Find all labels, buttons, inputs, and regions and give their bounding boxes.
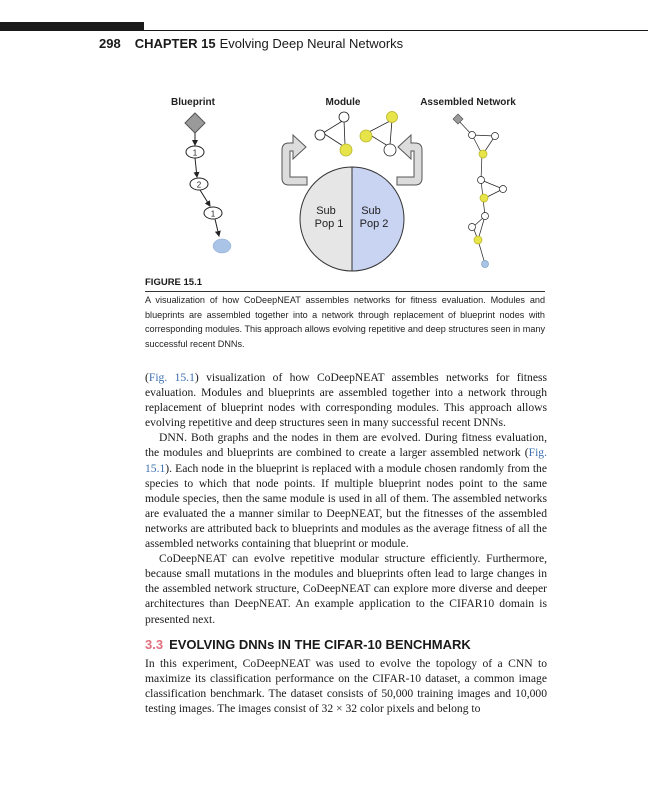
right-curved-arrow	[397, 135, 422, 185]
blueprint-node-3-label: 1	[210, 209, 216, 219]
figure-reference-link[interactable]: Fig. 15.1	[148, 371, 195, 384]
paragraph-1: (Fig. 15.1) visualization of how CoDeepNEAT assembles networks for fitness evaluation. Modules and blueprints are assembled together into a network through replacement of blueprint nodes with corresponding modules. This approach allows evolving repetitive and deep structures seen in many successful recent DNNs.	[145, 371, 547, 430]
blueprint-title: Blueprint	[171, 97, 215, 108]
chapter-title: Evolving Deep Neural Networks	[219, 36, 404, 51]
blueprint-graph	[185, 113, 231, 253]
running-head	[99, 36, 403, 51]
paragraph-3: CoDeepNEAT can evolve repetitive modular structure efficiently. Furthermore, because small mutations in the modules and blueprints often lead to large changes in the assembled network structure, CoDeepNEAT can explore more diverse and deeper architectures than DeepNEAT. An example application to the CIFAR10 domain is presented next.	[145, 552, 547, 626]
page-number: 298	[99, 36, 121, 51]
section-title: EVOLVING DNNs IN THE CIFAR-10 BENCHMARK	[169, 637, 471, 652]
figure-reference-link[interactable]: Fig. 15.1	[145, 446, 547, 475]
module-populations	[282, 112, 422, 272]
figure-caption: A visualization of how CoDeepNEAT assembles networks for fitness evaluation. Modules and blueprints are assembled together into a network through replacement of blueprint nodes with corresponding modules. This approach allows evolving repetitive and deep structures seen in many successful recent DNNs.	[145, 295, 545, 350]
figure-diagram	[145, 90, 545, 280]
paragraph-4: In this experiment, CoDeepNEAT was used to evolve the topology of a CNN to maximize its classification performance on the CIFAR-10 dataset, a common image classification benchmark. The dataset consists of 50,000 training images and 10,000 testing images. The images consist of 32 × 32 color pixels and belong to	[145, 657, 547, 716]
module-2-graph	[360, 112, 398, 157]
subpop-2-line1: Sub	[361, 205, 381, 217]
assembled-title: Assembled Network	[420, 97, 516, 108]
module-1-graph	[315, 112, 352, 156]
section-heading	[145, 637, 471, 652]
blueprint-node-1-label: 1	[192, 148, 198, 158]
header-black-bar	[0, 22, 144, 31]
blueprint-input-node	[185, 113, 205, 133]
subpop-2-line2: Pop 2	[359, 218, 389, 230]
paragraph-2: DNN. Both graphs and the nodes in them are evolved. During fitness evaluation, the modules and blueprints are combined to create a larger assembled network (Fig. 15.1). Each node in the blueprint is replaced with a module chosen randomly from the species to which that node points. If multiple blueprint nodes point to the same module species, then the same module is used in all of them. The assembled networks are evaluated the a manner similar to DeepNEAT, but the fitnesses of the assembled networks are attributed back to blueprints and modules as the average fitness of all the assembled networks containing that blueprint or module.	[145, 431, 547, 551]
section-body	[145, 656, 547, 716]
subpop-1-line2: Pop 1	[314, 218, 344, 230]
module-title: Module	[325, 97, 361, 108]
blueprint-node-2-label: 2	[196, 180, 202, 190]
section-number: 3.3	[145, 637, 164, 652]
chapter-label: CHAPTER 15	[134, 36, 216, 51]
assembled-network-graph	[453, 114, 507, 268]
subpop-1-line1: Sub	[316, 205, 336, 217]
left-curved-arrow	[282, 135, 307, 185]
figure-label: FIGURE 15.1	[145, 277, 203, 288]
blueprint-output-node	[213, 239, 231, 253]
figure-rule	[145, 291, 545, 292]
body-text	[145, 370, 547, 627]
header-rule	[144, 30, 648, 31]
